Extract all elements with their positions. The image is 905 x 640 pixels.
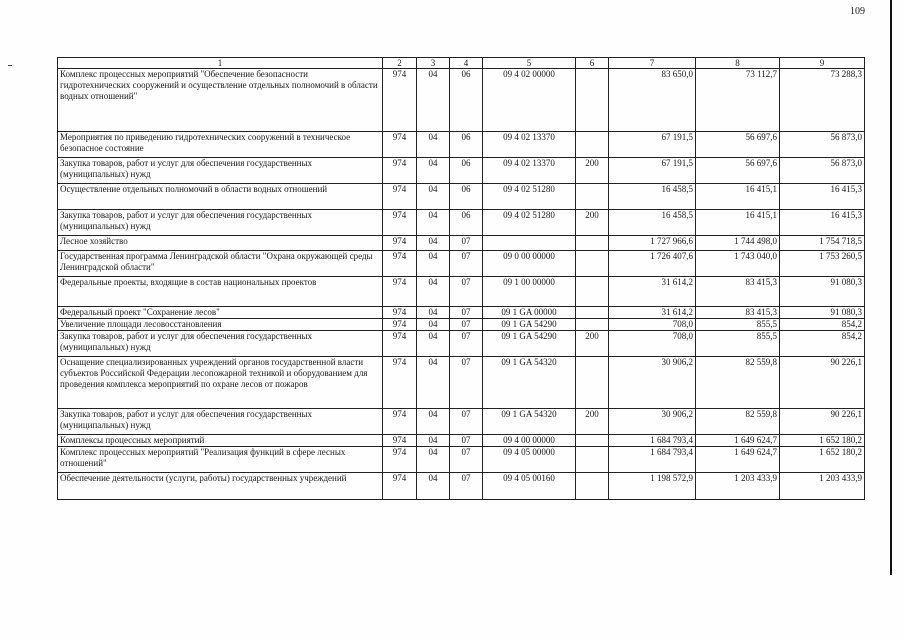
row-subsection: 07	[450, 435, 483, 447]
page-number: 109	[850, 6, 865, 17]
row-code: 974	[383, 251, 417, 277]
row-code: 974	[383, 331, 417, 357]
row-amount-col8: 82 559,8	[696, 357, 780, 409]
row-expense-type	[576, 236, 609, 251]
row-amount-col9: 91 080,3	[780, 307, 865, 319]
row-amount-col9: 73 288,3	[780, 69, 865, 132]
row-code: 974	[383, 473, 417, 500]
row-name: Осуществление отдельных полномочий в области водных отношений	[58, 184, 383, 210]
row-amount-col8: 1 743 040,0	[696, 251, 780, 277]
row-code: 974	[383, 435, 417, 447]
row-amount-col7: 1 727 966,6	[609, 236, 696, 251]
row-code: 974	[383, 319, 417, 331]
row-code: 974	[383, 277, 417, 307]
table-row	[58, 210, 865, 236]
row-amount-col7: 67 191,5	[609, 132, 696, 158]
row-expense-type: 200	[576, 331, 609, 357]
row-section: 04	[417, 184, 450, 210]
row-target-item: 09 1 GA 54320	[483, 409, 576, 435]
row-amount-col7: 31 614,2	[609, 277, 696, 307]
row-amount-col9: 91 080,3	[780, 277, 865, 307]
row-section: 04	[417, 331, 450, 357]
row-target-item: 09 4 02 13370	[483, 132, 576, 158]
row-expense-type	[576, 69, 609, 132]
row-name: Закупка товаров, работ и услуг для обеспечения государственных (муниципальных) нужд	[58, 331, 383, 357]
row-expense-type	[576, 447, 609, 473]
table-row	[58, 409, 865, 435]
row-code: 974	[383, 409, 417, 435]
row-subsection: 07	[450, 409, 483, 435]
row-amount-col9: 56 873,0	[780, 132, 865, 158]
row-section: 04	[417, 307, 450, 319]
row-subsection: 06	[450, 69, 483, 132]
row-name: Закупка товаров, работ и услуг для обеспечения государственных (муниципальных) нужд	[58, 210, 383, 236]
row-amount-col7: 83 650,0	[609, 69, 696, 132]
table-row	[58, 184, 865, 210]
row-expense-type	[576, 473, 609, 500]
row-target-item: 09 1 00 00000	[483, 277, 576, 307]
row-section: 04	[417, 473, 450, 500]
row-code: 974	[383, 447, 417, 473]
row-target-item: 09 4 02 00000	[483, 69, 576, 132]
table-row	[58, 307, 865, 319]
row-amount-col8: 16 415,1	[696, 210, 780, 236]
table-row	[58, 357, 865, 409]
row-amount-col7: 1 726 407,6	[609, 251, 696, 277]
row-target-item: 09 1 GA 54290	[483, 319, 576, 331]
row-section: 04	[417, 158, 450, 184]
row-expense-type	[576, 251, 609, 277]
row-expense-type	[576, 435, 609, 447]
row-subsection: 07	[450, 277, 483, 307]
row-target-item: 09 4 02 51280	[483, 210, 576, 236]
row-subsection: 07	[450, 357, 483, 409]
row-expense-type: 200	[576, 409, 609, 435]
row-section: 04	[417, 210, 450, 236]
row-section: 04	[417, 236, 450, 251]
column-number: 1	[58, 58, 383, 69]
table-row	[58, 251, 865, 277]
row-target-item: 09 4 02 13370	[483, 158, 576, 184]
row-amount-col7: 1 684 793,4	[609, 447, 696, 473]
row-amount-col9: 1 753 260,5	[780, 251, 865, 277]
row-amount-col8: 1 649 624,7	[696, 435, 780, 447]
row-subsection: 07	[450, 236, 483, 251]
row-amount-col7: 708,0	[609, 319, 696, 331]
row-name: Увеличение площади лесовосстановления	[58, 319, 383, 331]
row-amount-col8: 83 415,3	[696, 307, 780, 319]
table-row	[58, 435, 865, 447]
row-amount-col9: 1 652 180,2	[780, 447, 865, 473]
row-subsection: 06	[450, 184, 483, 210]
row-expense-type	[576, 319, 609, 331]
row-amount-col7: 30 906,2	[609, 357, 696, 409]
row-section: 04	[417, 447, 450, 473]
row-amount-col9: 16 415,3	[780, 210, 865, 236]
row-name: Оснащение специализированных учреждений органов государственной власти субъектов Российской Федерации лесопожарной техникой и оборудованием для проведения комплекса мероприятий по охране лесов от пожаров	[58, 357, 383, 409]
row-code: 974	[383, 210, 417, 236]
row-subsection: 06	[450, 158, 483, 184]
column-number: 5	[483, 58, 576, 69]
row-amount-col9: 854,2	[780, 331, 865, 357]
row-name: Мероприятия по приведению гидротехнических сооружений в техническое безопасное состояние	[58, 132, 383, 158]
row-code: 974	[383, 69, 417, 132]
row-section: 04	[417, 132, 450, 158]
table-row	[58, 319, 865, 331]
row-name: Комплекс процессных мероприятий "Реализация функций в сфере лесных отношений"	[58, 447, 383, 473]
row-subsection: 07	[450, 307, 483, 319]
row-amount-col8: 56 697,6	[696, 158, 780, 184]
row-expense-type: 200	[576, 210, 609, 236]
row-target-item: 09 4 05 00160	[483, 473, 576, 500]
row-amount-col7: 1 198 572,9	[609, 473, 696, 500]
row-subsection: 07	[450, 473, 483, 500]
page-edge-line	[890, 0, 892, 575]
row-section: 04	[417, 251, 450, 277]
row-target-item	[483, 236, 576, 251]
table-row	[58, 132, 865, 158]
row-target-item: 09 4 02 51280	[483, 184, 576, 210]
row-amount-col9: 16 415,3	[780, 184, 865, 210]
row-amount-col8: 855,5	[696, 319, 780, 331]
row-target-item: 09 1 GA 00000	[483, 307, 576, 319]
table-row	[58, 236, 865, 251]
row-code: 974	[383, 236, 417, 251]
row-name: Комплекс процессных мероприятий "Обеспечение безопасности гидротехнических сооружений и осуществление отдельных полномочий в области водных отношений"	[58, 69, 383, 132]
row-section: 04	[417, 357, 450, 409]
row-subsection: 07	[450, 447, 483, 473]
row-subsection: 07	[450, 331, 483, 357]
row-name: Лесное хозяйство	[58, 236, 383, 251]
column-number: 3	[417, 58, 450, 69]
table-row	[58, 277, 865, 307]
row-amount-col8: 73 112,7	[696, 69, 780, 132]
table-row	[58, 473, 865, 500]
row-amount-col9: 90 226,1	[780, 409, 865, 435]
budget-table	[57, 57, 865, 500]
row-amount-col9: 854,2	[780, 319, 865, 331]
row-amount-col8: 855,5	[696, 331, 780, 357]
row-amount-col7: 708,0	[609, 331, 696, 357]
row-subsection: 07	[450, 319, 483, 331]
row-code: 974	[383, 184, 417, 210]
row-target-item: 09 0 00 00000	[483, 251, 576, 277]
row-target-item: 09 4 00 00000	[483, 435, 576, 447]
row-code: 974	[383, 132, 417, 158]
row-section: 04	[417, 435, 450, 447]
row-name: Комплексы процессных мероприятий	[58, 435, 383, 447]
row-code: 974	[383, 307, 417, 319]
row-expense-type	[576, 132, 609, 158]
table-row	[58, 447, 865, 473]
row-section: 04	[417, 277, 450, 307]
row-amount-col7: 1 684 793,4	[609, 435, 696, 447]
row-name: Государственная программа Ленинградской области "Охрана окружающей среды Ленинградской области"	[58, 251, 383, 277]
column-number: 7	[609, 58, 696, 69]
row-amount-col7: 67 191,5	[609, 158, 696, 184]
table-row	[58, 69, 865, 132]
row-expense-type	[576, 277, 609, 307]
row-amount-col8: 82 559,8	[696, 409, 780, 435]
row-name: Закупка товаров, работ и услуг для обеспечения государственных (муниципальных) нужд	[58, 409, 383, 435]
row-amount-col9: 1 652 180,2	[780, 435, 865, 447]
row-amount-col8: 1 744 498,0	[696, 236, 780, 251]
column-number: 4	[450, 58, 483, 69]
row-amount-col8: 1 203 433,9	[696, 473, 780, 500]
row-amount-col9: 90 226,1	[780, 357, 865, 409]
row-amount-col8: 1 649 624,7	[696, 447, 780, 473]
row-name: Федеральный проект "Сохранение лесов"	[58, 307, 383, 319]
row-amount-col7: 30 906,2	[609, 409, 696, 435]
row-target-item: 09 4 05 00000	[483, 447, 576, 473]
row-expense-type	[576, 184, 609, 210]
row-subsection: 06	[450, 132, 483, 158]
table-row	[58, 158, 865, 184]
column-number: 2	[383, 58, 417, 69]
row-expense-type	[576, 357, 609, 409]
row-target-item: 09 1 GA 54290	[483, 331, 576, 357]
row-amount-col7: 31 614,2	[609, 307, 696, 319]
scan-mark	[8, 65, 12, 66]
row-amount-col8: 83 415,3	[696, 277, 780, 307]
row-amount-col7: 16 458,5	[609, 184, 696, 210]
row-amount-col8: 56 697,6	[696, 132, 780, 158]
row-expense-type: 200	[576, 158, 609, 184]
row-subsection: 06	[450, 210, 483, 236]
row-code: 974	[383, 158, 417, 184]
row-expense-type	[576, 307, 609, 319]
row-section: 04	[417, 319, 450, 331]
column-number: 6	[576, 58, 609, 69]
row-amount-col9: 1 754 718,5	[780, 236, 865, 251]
row-amount-col8: 16 415,1	[696, 184, 780, 210]
row-amount-col9: 1 203 433,9	[780, 473, 865, 500]
column-number: 8	[696, 58, 780, 69]
row-code: 974	[383, 357, 417, 409]
row-subsection: 07	[450, 251, 483, 277]
row-section: 04	[417, 409, 450, 435]
column-number: 9	[780, 58, 865, 69]
row-name: Федеральные проекты, входящие в состав национальных проектов	[58, 277, 383, 307]
row-section: 04	[417, 69, 450, 132]
row-name: Обеспечение деятельности (услуги, работы) государственных учреждений	[58, 473, 383, 500]
table-body	[58, 69, 865, 500]
row-target-item: 09 1 GA 54320	[483, 357, 576, 409]
table-row	[58, 331, 865, 357]
row-name: Закупка товаров, работ и услуг для обеспечения государственных (муниципальных) нужд	[58, 158, 383, 184]
column-number-row	[58, 58, 865, 69]
row-amount-col9: 56 873,0	[780, 158, 865, 184]
row-amount-col7: 16 458,5	[609, 210, 696, 236]
